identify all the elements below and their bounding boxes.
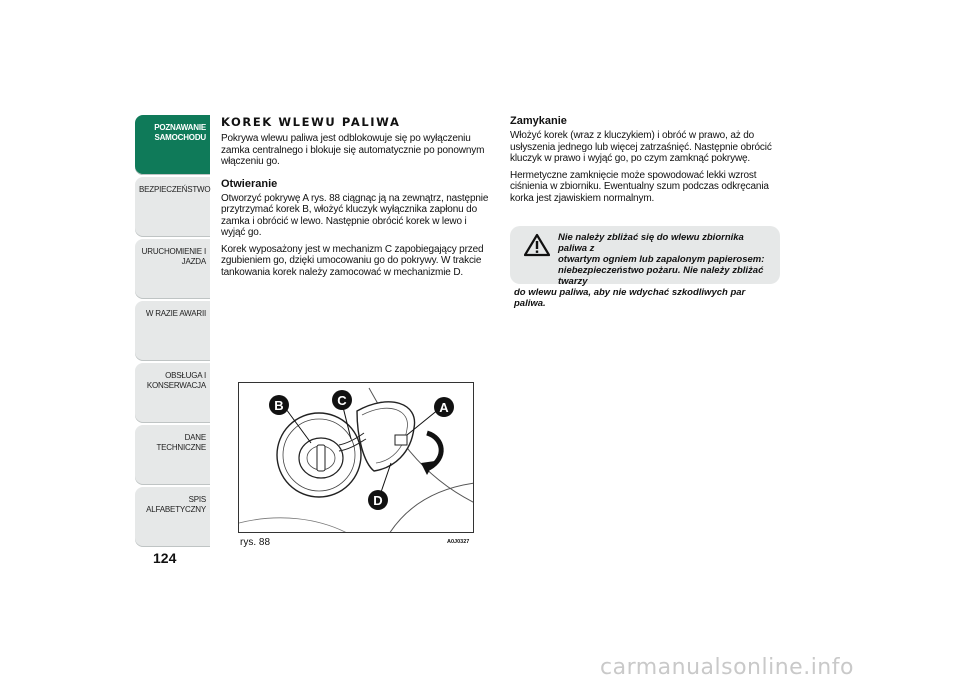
tab-label: DANE TECHNICZNE [156,433,206,452]
left-column [221,115,491,283]
tab-poznawanie-samochodu[interactable] [135,115,210,175]
subtitle-closing: Zamykanie [510,115,567,127]
figure-code: A0J0327 [447,539,470,545]
closing-paragraph-1: Włożyć korek (wraz z kluczykiem) i obróć w prawo, aż do usłyszenia jednego lub więcej zatrzaśnięć. Następnie obrócić kluczyk w prawo i wyjąć go, po czym zamknąć pokrywę. [510,130,772,164]
tab-label: W RAZIE AWARII [145,309,206,318]
closing-paragraph-2: Hermetyczne zamknięcie może spowodować lekki wzrost ciśnienia w zbiorniku. Ewentualny szum podczas odkręcania korka jest zjawiskiem normalnym. [510,169,769,204]
fuel-cap-illustration [239,383,474,533]
section-title: KOREK WLEWU PALIWA [221,115,401,129]
opening-paragraph-2: Korek wyposażony jest w mechanizm C zapobiegający przed zgubieniem go, dzięki umocowaniu go do pokrywy. W trakcie tankowania korek należy zamocować w mechanizmie D. [221,243,484,278]
tab-spis-alfabetyczny[interactable] [135,487,210,547]
label-a: A [439,400,449,415]
figure-caption: rys. 88 [240,537,271,548]
label-d: D [373,493,383,508]
warning-box [510,226,780,309]
tab-uruchomienie-i-jazda[interactable] [135,239,210,299]
figure-fuel-cap [238,382,474,533]
subtitle-opening: Otwieranie [221,177,278,190]
tab-label: URUCHOMIENIE I JAZDA [141,247,206,266]
opening-paragraph-1: Otworzyć pokrywę A rys. 88 ciągnąc ją na zewnątrz, następnie przytrzymać korek B, włożyć kluczyk wyłącznika zapłonu do zamka i obrócić w lewo. Następnie obrócić korek w lewo i wyjąć go. [221,192,489,238]
tab-label: OBSŁUGA I KONSERWACJA [146,371,206,390]
warning-line-2: otwartym ogniem lub zapalonym papierosem: [558,254,765,265]
right-column [510,115,780,209]
page-number: 124 [153,550,177,566]
warning-line-4: do wlewu paliwa, aby nie wdychać szkodliwych par paliwa. [514,287,746,309]
tab-w-razie-awarii[interactable] [135,301,210,361]
warning-line-1: Nie należy zbliżać się do wlewu zbiornika paliwa z [558,232,744,254]
tab-label: POZNAWANIE SAMOCHODU [154,123,206,142]
tab-obsluga-i-konserwacja[interactable] [135,363,210,423]
label-c: C [337,393,347,408]
tab-bezpieczenstwo[interactable] [135,177,210,237]
tab-label: SPIS ALFABETYCZNY [146,495,206,514]
warning-text [514,232,768,309]
tab-dane-techniczne[interactable] [135,425,210,485]
watermark: carmanualsonline.info [600,655,854,680]
label-b: B [274,398,284,413]
warning-line-3: niebezpieczeństwo pożaru. Nie należy zbliżać twarzy [558,265,764,287]
intro-paragraph: Pokrywa wlewu paliwa jest odblokowuje się po wyłączeniu zamka centralnego i blokuje się automatycznie po ponownym włączeniu go. [221,133,485,167]
tab-label: BEZPIECZEŃSTWO [139,185,211,194]
